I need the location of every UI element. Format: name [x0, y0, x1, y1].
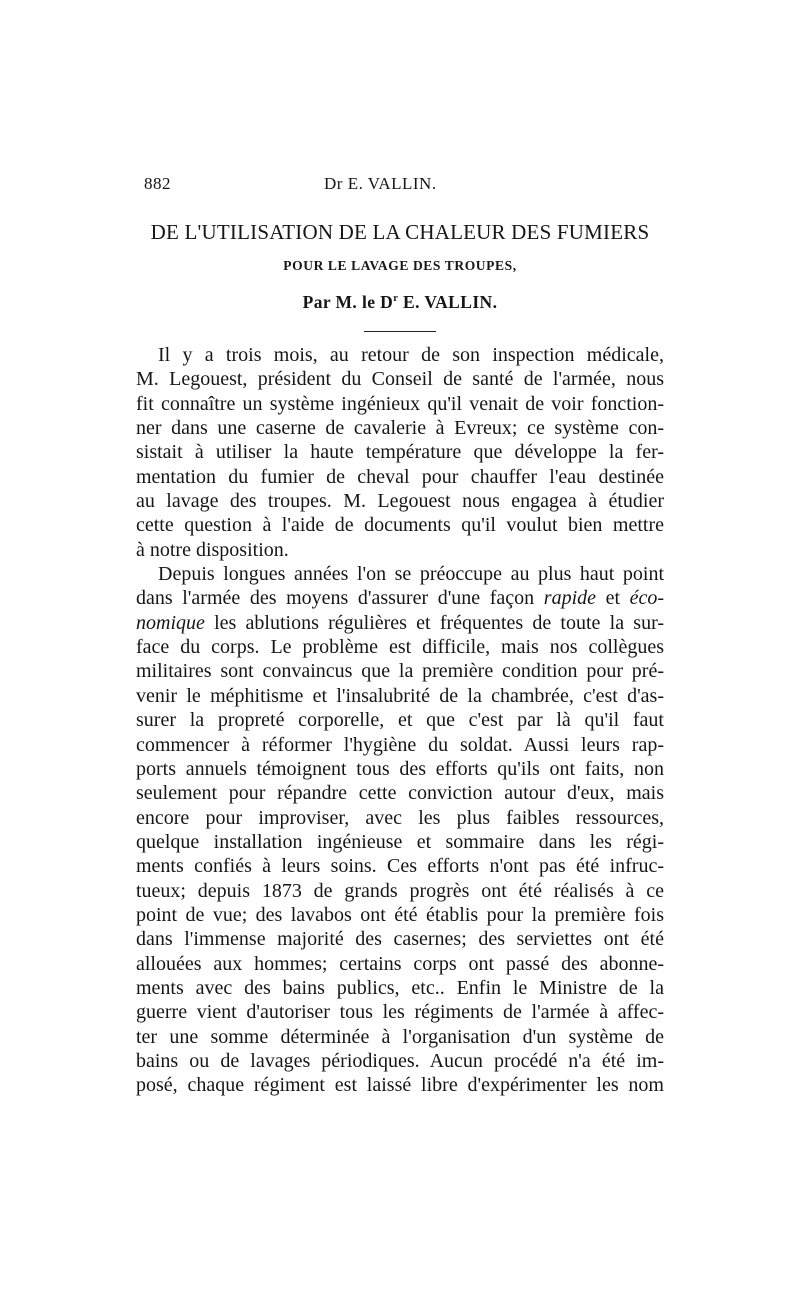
text-line: au lavage des troupes. M. Legouest nous engagea à étudier [136, 490, 664, 513]
byline-prefix: Par M. le D [302, 292, 394, 312]
text-segment: dans l'armée des moyens d'assurer d'une façon [136, 587, 535, 610]
running-title: Dr E. VALLIN. [324, 174, 437, 193]
text-line: venir le méphitisme et l'insalubrité de la chambrée, c'est d'as- [136, 684, 664, 707]
text-line: Il y a trois mois, au retour de son inspection médicale, [158, 344, 664, 366]
body-text [136, 343, 664, 1098]
text-segment: les ablutions régulières et fréquentes de toute la sur- [204, 611, 664, 634]
text-line: encore pour improviser, avec les plus faibles ressources, [136, 806, 664, 829]
text-line: dans l'immense majorité des casernes; des serviettes ont été [136, 928, 664, 951]
text-line: à notre disposition. [136, 538, 289, 561]
text-line: seulement pour répandre cette conviction autour d'eux, mais [136, 782, 664, 805]
text-line: ments avec des bains publics, etc.. Enfin le Ministre de la [136, 976, 664, 999]
text-segment: et [596, 587, 630, 610]
text-line: ter une somme déterminée à l'organisation d'un système de [136, 1025, 664, 1048]
article-title: DE L'UTILISATION DE LA CHALEUR DES FUMIERS [150, 220, 650, 244]
text-line: surer la propreté corporelle, et que c'est par là qu'il faut [136, 709, 664, 732]
text-line: posé, chaque régiment est laissé libre d'expérimenter les nom [136, 1074, 664, 1097]
title-divider [364, 331, 436, 332]
text-line: ner dans une caserne de cavalerie à Evreux; ce système con- [136, 417, 664, 440]
text-line: cette question à l'aide de documents qu'il voulut bien mettre [136, 514, 664, 537]
article-byline [136, 292, 664, 313]
text-line: tueux; depuis 1873 de grands progrès ont été réalisés à ce [136, 879, 664, 902]
article-subtitle: POUR LE LAVAGE DES TROUPES, [283, 258, 517, 273]
italic-word: éco- [629, 587, 665, 610]
page-number: 882 [144, 174, 171, 193]
text-line: commencer à réformer l'hygiène du soldat. Aussi leurs rap- [136, 733, 664, 756]
byline-name: E. VALLIN. [398, 292, 498, 312]
italic-word: rapide [543, 587, 596, 610]
text-line: sistait à utiliser la haute température que développe la fer- [136, 441, 664, 464]
text-line: ports annuels témoignent tous des efforts qu'ils ont faits, non [136, 757, 664, 780]
text-line: ments confiés à leurs soins. Ces efforts n'ont pas été infruc- [136, 855, 664, 878]
text-line: mentation du fumier de cheval pour chauffer l'eau destinée [136, 465, 664, 488]
text-line: bains ou de lavages périodiques. Aucun procédé n'a été im- [136, 1049, 664, 1072]
text-line: allouées aux hommes; certains corps ont passé des abonne- [136, 952, 664, 975]
text-line [136, 611, 664, 635]
text-line [136, 586, 664, 610]
text-line: point de vue; des lavabos ont été établis pour la première fois [136, 903, 664, 926]
text-line: fit connaître un système ingénieux qu'il venait de voir fonction- [136, 392, 664, 415]
text-line: Depuis longues années l'on se préoccupe au plus haut point [158, 563, 664, 586]
text-line: guerre vient d'autoriser tous les régiments de l'armée à affec- [136, 1001, 664, 1024]
text-line: quelque installation ingénieuse et sommaire dans les régi- [136, 830, 664, 853]
text-line: M. Legouest, président du Conseil de santé de l'armée, nous [136, 368, 664, 391]
byline-superscript: r [393, 293, 399, 305]
italic-word: nomique [136, 611, 205, 634]
text-line: militaires sont convaincus que la première condition pour pré- [136, 660, 664, 683]
text-line: face du corps. Le problème est difficile, mais nos collègues [136, 636, 664, 659]
